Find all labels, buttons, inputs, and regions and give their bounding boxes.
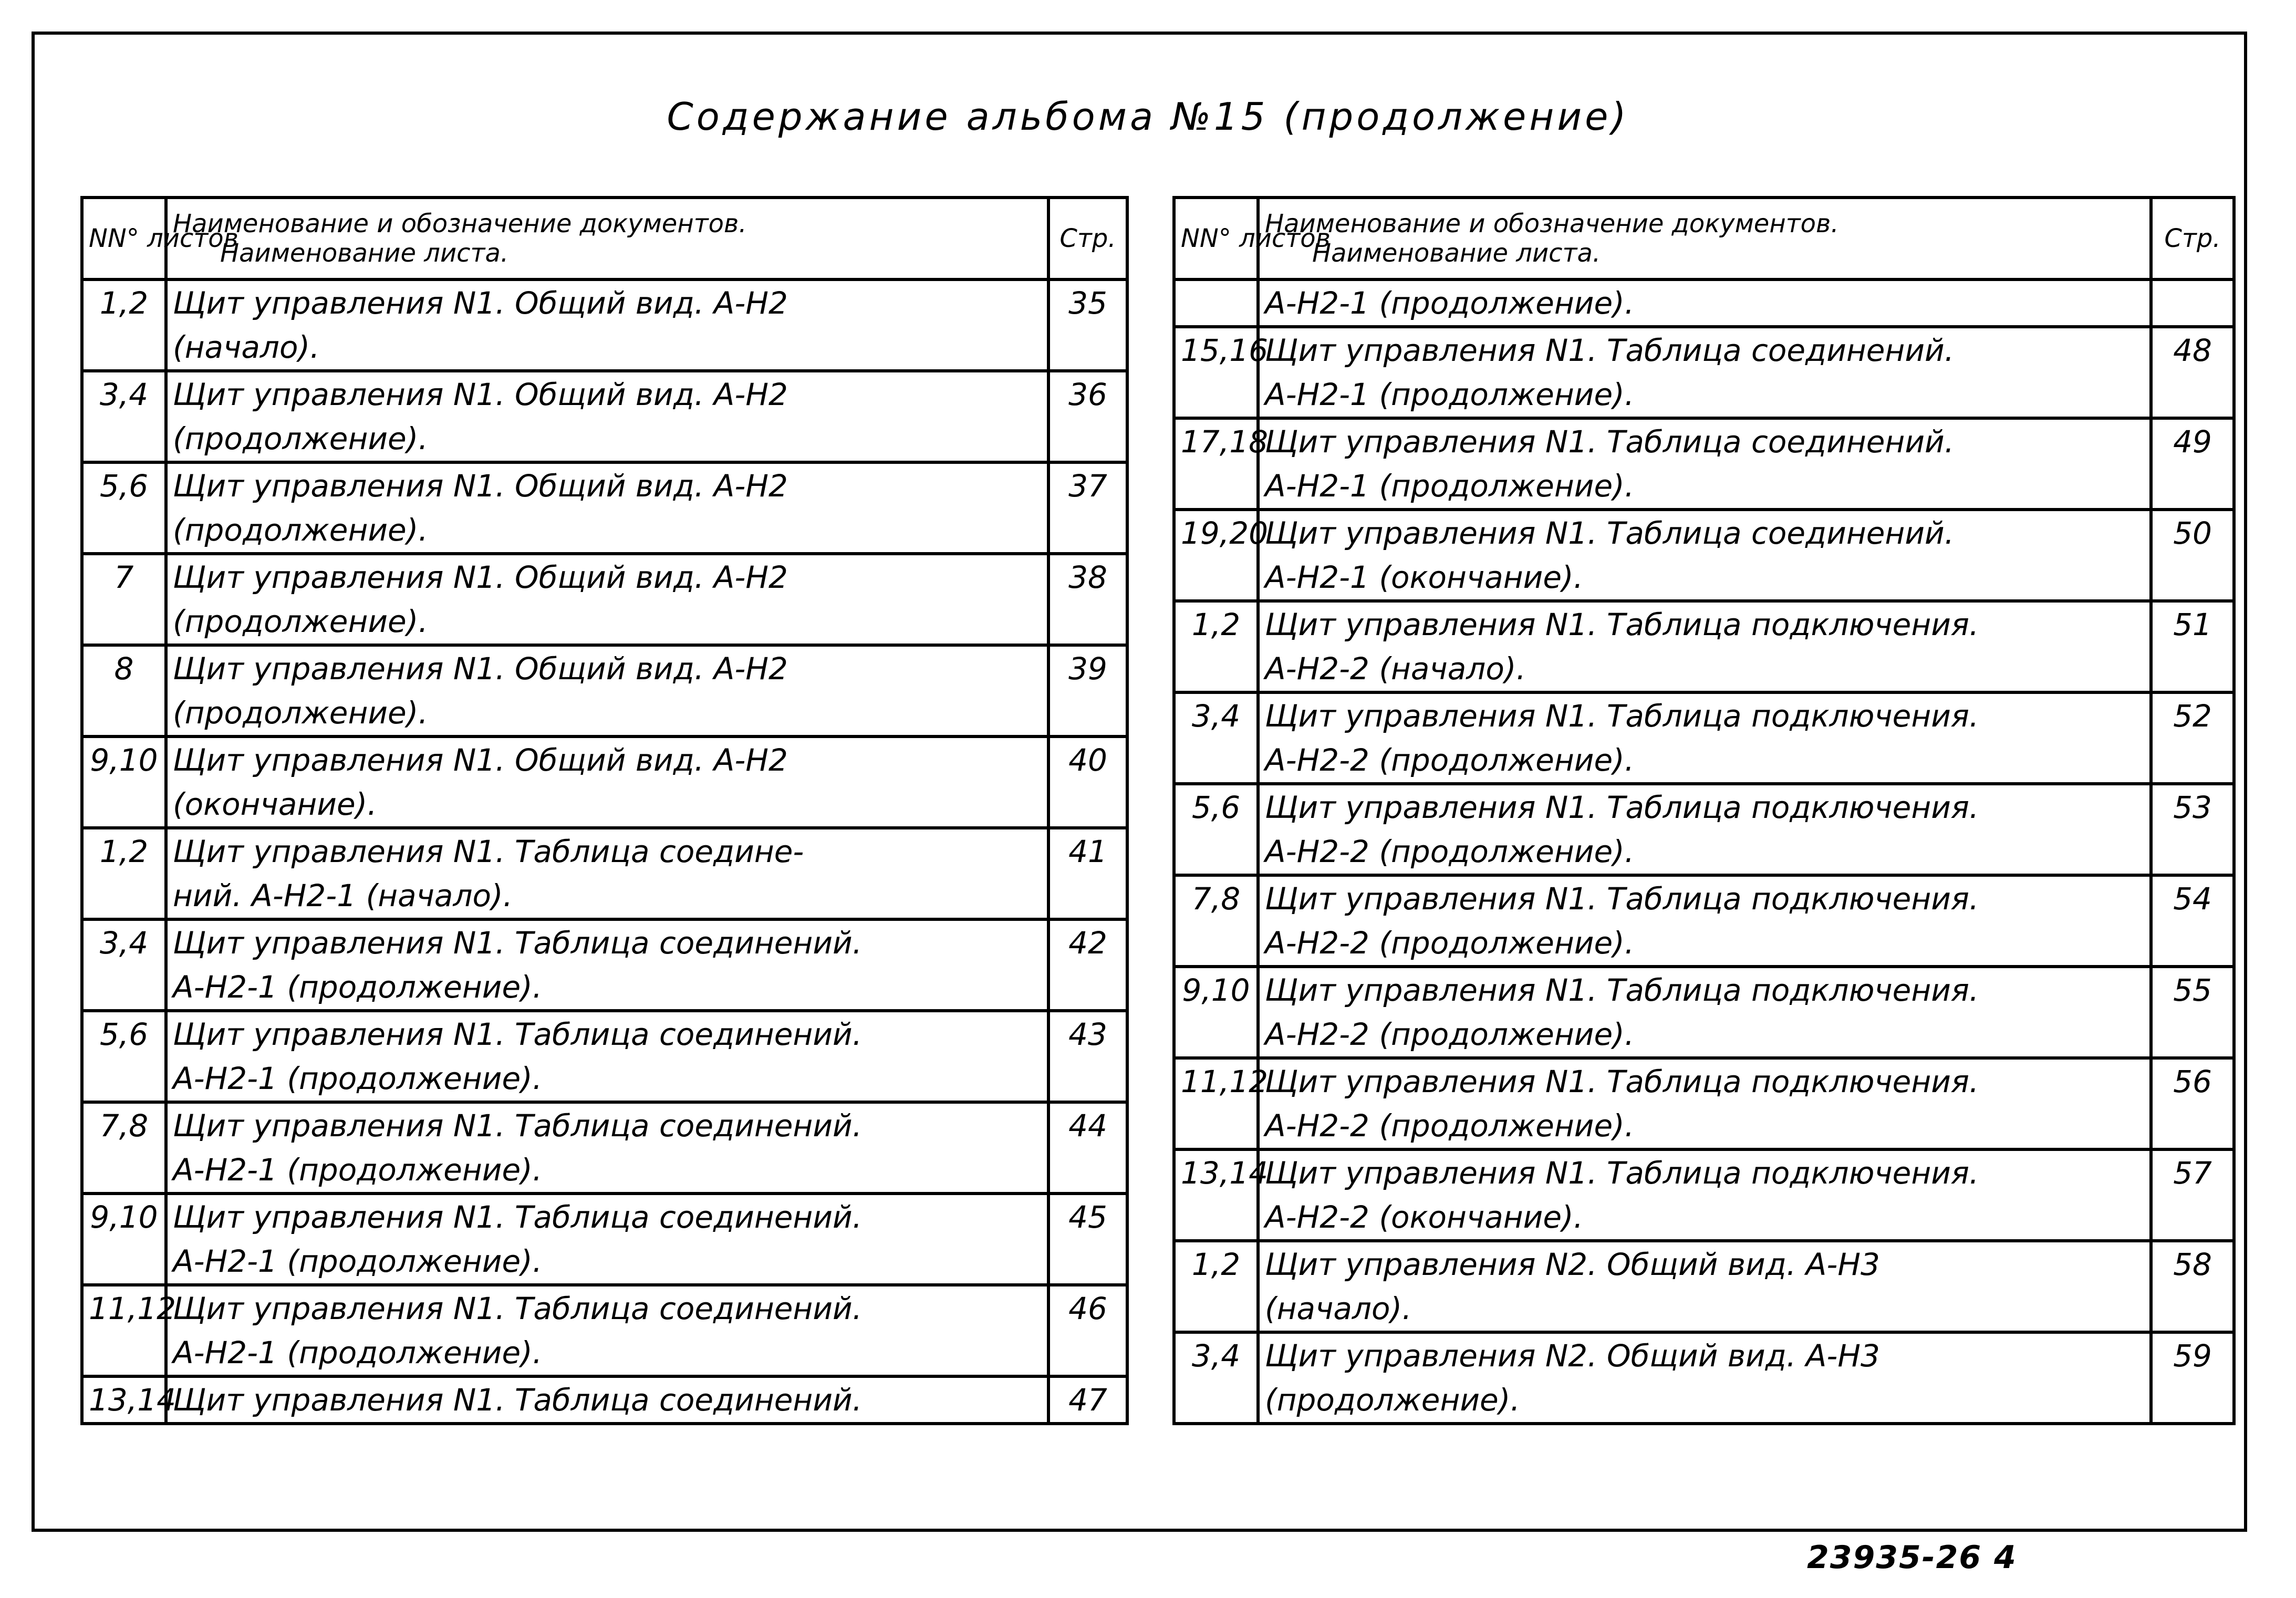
document-name-cell: (продолжение). xyxy=(166,417,1048,462)
page-number-cell: 55 xyxy=(2151,967,2234,1012)
header-document-name xyxy=(1258,198,2151,279)
table-row xyxy=(1174,327,2234,372)
table-row xyxy=(82,828,1127,874)
page-number-cell: 53 xyxy=(2151,784,2234,829)
page-number-cell xyxy=(2151,1012,2234,1058)
sheet-number-cell xyxy=(1174,921,1258,967)
sheet-number-cell: 1,2 xyxy=(1174,601,1258,647)
table-row xyxy=(1174,1195,2234,1241)
page-number-cell xyxy=(1048,1056,1127,1102)
sheet-number-cell: 3,4 xyxy=(82,919,166,965)
document-name-cell: Щит управления N1. Таблица соединений. xyxy=(1258,510,2151,555)
table-row xyxy=(1174,738,2234,784)
document-name-cell: А-Н2-1 (продолжение). xyxy=(166,1148,1048,1194)
sheet-number-cell xyxy=(82,691,166,736)
header-name-line2: Наименование листа. xyxy=(220,238,509,268)
page-number-cell xyxy=(2151,738,2234,784)
table-row xyxy=(82,1102,1127,1148)
sheet-number-cell xyxy=(82,1056,166,1102)
page-number-cell: 35 xyxy=(1048,279,1127,325)
page-number-cell: 38 xyxy=(1048,554,1127,599)
document-name-cell: Щит управления N1. Таблица соединений. xyxy=(166,1102,1048,1148)
sheet-number-cell: 3,4 xyxy=(82,371,166,417)
document-name-cell: А-Н2-1 (окончание). xyxy=(1258,555,2151,601)
document-name-cell: Щит управления N1. Таблица соединений. xyxy=(166,1285,1048,1331)
document-name-cell: Щит управления N1. Общий вид. А-Н2 xyxy=(166,462,1048,508)
page-number-cell xyxy=(1048,1331,1127,1376)
header-page: Стр. xyxy=(2151,198,2234,279)
page-number-cell xyxy=(2151,1104,2234,1149)
document-name-cell: А-Н2-1 (продолжение). xyxy=(1258,279,2151,327)
document-name-cell: Щит управления N1. Таблица подключения. xyxy=(1258,784,2151,829)
table-row xyxy=(82,1194,1127,1239)
document-name-cell: (продолжение). xyxy=(166,599,1048,645)
document-name-cell: Щит управления N1. Таблица соедине- xyxy=(166,828,1048,874)
table-row xyxy=(82,1148,1127,1194)
table-row xyxy=(82,736,1127,782)
sheet-number-cell: 17,18 xyxy=(1174,418,1258,464)
header-sheet-numbers: NN° листов xyxy=(82,198,166,279)
page-number-cell xyxy=(1048,782,1127,828)
contents-table-right xyxy=(1172,196,2236,1425)
document-name-cell: А-Н2-2 (продолжение). xyxy=(1258,829,2151,875)
table-row xyxy=(82,1011,1127,1056)
sheet-number-cell xyxy=(82,1331,166,1376)
sheet-number-cell: 5,6 xyxy=(82,462,166,508)
page-number-cell: 48 xyxy=(2151,327,2234,372)
sheet-number-cell: 7,8 xyxy=(1174,875,1258,921)
table-row xyxy=(1174,784,2234,829)
sheet-number-cell xyxy=(82,874,166,919)
table-row xyxy=(82,325,1127,371)
document-name-cell: Щит управления N1. Таблица подключения. xyxy=(1258,601,2151,647)
sheet-number-cell xyxy=(82,782,166,828)
document-name-cell: (начало). xyxy=(166,325,1048,371)
page-number-cell xyxy=(1048,1148,1127,1194)
drawing-code: 23935-26 4 xyxy=(1807,1539,2017,1576)
sheet-number-cell: 7,8 xyxy=(82,1102,166,1148)
header-sheet-numbers: NN° листов xyxy=(1174,198,1258,279)
sheet-number-cell xyxy=(1174,1012,1258,1058)
table-row xyxy=(82,417,1127,462)
header-page: Стр. xyxy=(1048,198,1127,279)
document-name-cell: А-Н2-2 (продолжение). xyxy=(1258,738,2151,784)
sheet-number-cell: 9,10 xyxy=(82,736,166,782)
document-name-cell: Щит управления N1. Таблица соединений. xyxy=(166,919,1048,965)
table-row xyxy=(1174,1378,2234,1424)
page-number-cell xyxy=(2151,1195,2234,1241)
table-row xyxy=(1174,829,2234,875)
sheet-number-cell xyxy=(1174,279,1258,327)
table-row xyxy=(1174,555,2234,601)
document-name-cell: (продолжение). xyxy=(166,691,1048,736)
sheet-number-cell xyxy=(82,417,166,462)
sheet-number-cell xyxy=(82,325,166,371)
page-number-cell: 37 xyxy=(1048,462,1127,508)
document-name-cell: Щит управления N1. Таблица подключения. xyxy=(1258,1149,2151,1195)
page-number-cell xyxy=(2151,1286,2234,1332)
page-number-cell: 44 xyxy=(1048,1102,1127,1148)
header-document-name xyxy=(166,198,1048,279)
document-name-cell: ний. А-Н2-1 (начало). xyxy=(166,874,1048,919)
page-number-cell xyxy=(1048,965,1127,1011)
table-header xyxy=(1174,198,2234,279)
sheet-number-cell: 1,2 xyxy=(1174,1241,1258,1286)
page-number-cell xyxy=(2151,921,2234,967)
page-number-cell xyxy=(1048,508,1127,554)
sheet-number-cell: 9,10 xyxy=(82,1194,166,1239)
sheet-number-cell xyxy=(1174,464,1258,510)
sheet-number-cell: 1,2 xyxy=(82,828,166,874)
table-row xyxy=(1174,1286,2234,1332)
document-name-cell: (начало). xyxy=(1258,1286,2151,1332)
header-name-line2: Наименование листа. xyxy=(1312,238,1601,268)
document-name-cell: А-Н2-2 (продолжение). xyxy=(1258,921,2151,967)
document-name-cell: Щит управления N1. Таблица подключения. xyxy=(1258,1058,2151,1104)
document-name-cell: Щит управления N1. Общий вид. А-Н2 xyxy=(166,554,1048,599)
table-row xyxy=(82,1285,1127,1331)
sheet-number-cell xyxy=(82,508,166,554)
table-row xyxy=(1174,418,2234,464)
page-number-cell: 46 xyxy=(1048,1285,1127,1331)
sheet-number-cell xyxy=(1174,372,1258,418)
page-number-cell xyxy=(2151,372,2234,418)
page-number-cell: 50 xyxy=(2151,510,2234,555)
page-number-cell xyxy=(2151,464,2234,510)
document-name-cell: Щит управления N1. Таблица соединений. xyxy=(166,1376,1048,1424)
table-row xyxy=(82,965,1127,1011)
table-row xyxy=(82,279,1127,325)
header-name-line1: Наименование и обозначение документов. xyxy=(1265,209,1839,238)
page-number-cell xyxy=(2151,829,2234,875)
page-number-cell: 58 xyxy=(2151,1241,2234,1286)
table-row xyxy=(1174,967,2234,1012)
sheet-number-cell: 5,6 xyxy=(82,1011,166,1056)
sheet-number-cell xyxy=(82,599,166,645)
page-number-cell: 59 xyxy=(2151,1332,2234,1378)
page-number-cell xyxy=(2151,1378,2234,1424)
page-number-cell xyxy=(2151,279,2234,327)
page-number-cell xyxy=(1048,691,1127,736)
document-name-cell: Щит управления N1. Таблица соединений. xyxy=(166,1194,1048,1239)
document-name-cell: А-Н2-1 (продолжение). xyxy=(166,965,1048,1011)
page-number-cell: 43 xyxy=(1048,1011,1127,1056)
document-name-cell: Щит управления N1. Общий вид. А-Н2 xyxy=(166,279,1048,325)
table-header xyxy=(82,198,1127,279)
table-row xyxy=(1174,1104,2234,1149)
sheet-number-cell xyxy=(1174,829,1258,875)
table-row xyxy=(1174,464,2234,510)
table-row xyxy=(82,462,1127,508)
page-number-cell xyxy=(1048,1239,1127,1285)
table-row xyxy=(1174,647,2234,692)
page-number-cell: 40 xyxy=(1048,736,1127,782)
page-number-cell: 41 xyxy=(1048,828,1127,874)
document-name-cell: Щит управления N1. Таблица подключения. xyxy=(1258,967,2151,1012)
document-name-cell: Щит управления N1. Общий вид. А-Н2 xyxy=(166,736,1048,782)
table-row xyxy=(82,508,1127,554)
sheet-number-cell xyxy=(1174,555,1258,601)
document-name-cell: (продолжение). xyxy=(1258,1378,2151,1424)
document-name-cell: Щит управления N1. Общий вид. А-Н2 xyxy=(166,371,1048,417)
header-name-line1: Наименование и обозначение документов. xyxy=(173,209,747,238)
table-row xyxy=(82,1376,1127,1424)
sheet-number-cell: 15,16 xyxy=(1174,327,1258,372)
sheet-number-cell: 3,4 xyxy=(1174,1332,1258,1378)
table-row xyxy=(82,1331,1127,1376)
table-row xyxy=(1174,1149,2234,1195)
page-number-cell: 36 xyxy=(1048,371,1127,417)
page-number-cell: 51 xyxy=(2151,601,2234,647)
document-name-cell: А-Н2-2 (начало). xyxy=(1258,647,2151,692)
table-row xyxy=(82,782,1127,828)
page-number-cell: 45 xyxy=(1048,1194,1127,1239)
document-name-cell: А-Н2-2 (продолжение). xyxy=(1258,1104,2151,1149)
page-title: Содержание альбома №15 (продолжение) xyxy=(667,95,1629,139)
page-number-cell: 42 xyxy=(1048,919,1127,965)
document-name-cell: Щит управления N2. Общий вид. А-Н3 xyxy=(1258,1241,2151,1286)
table-row xyxy=(82,691,1127,736)
page-number-cell: 49 xyxy=(2151,418,2234,464)
document-name-cell: А-Н2-1 (продолжение). xyxy=(166,1239,1048,1285)
document-name-cell: А-Н2-1 (продолжение). xyxy=(166,1331,1048,1376)
sheet-number-cell: 19,20 xyxy=(1174,510,1258,555)
sheet-number-cell xyxy=(1174,647,1258,692)
page-number-cell: 47 xyxy=(1048,1376,1127,1424)
table-row xyxy=(1174,1058,2234,1104)
sheet-number-cell xyxy=(1174,1195,1258,1241)
sheet-number-cell: 11,12 xyxy=(1174,1058,1258,1104)
table-row xyxy=(82,1056,1127,1102)
sheet-number-cell: 13,14 xyxy=(82,1376,166,1424)
document-name-cell: (окончание). xyxy=(166,782,1048,828)
sheet-number-cell xyxy=(82,1239,166,1285)
document-name-cell: Щит управления N1. Таблица соединений. xyxy=(166,1011,1048,1056)
sheet-number-cell: 3,4 xyxy=(1174,692,1258,738)
table-row xyxy=(82,645,1127,691)
document-name-cell: Щит управления N1. Таблица подключения. xyxy=(1258,692,2151,738)
table-row xyxy=(82,1239,1127,1285)
page-number-cell xyxy=(1048,417,1127,462)
document-name-cell: Щит управления N1. Таблица соединений. xyxy=(1258,327,2151,372)
table-row xyxy=(1174,1332,2234,1378)
sheet-number-cell xyxy=(1174,738,1258,784)
sheet-number-cell: 11,12 xyxy=(82,1285,166,1331)
sheet-number-cell xyxy=(1174,1286,1258,1332)
table-row xyxy=(1174,372,2234,418)
page-number-cell xyxy=(1048,325,1127,371)
sheet-number-cell xyxy=(1174,1104,1258,1149)
sheet-number-cell xyxy=(82,1148,166,1194)
sheet-number-cell: 9,10 xyxy=(1174,967,1258,1012)
document-name-cell: А-Н2-1 (продолжение). xyxy=(1258,372,2151,418)
page-number-cell: 56 xyxy=(2151,1058,2234,1104)
page-number-cell xyxy=(2151,647,2234,692)
table-row xyxy=(1174,279,2234,327)
contents-table-left xyxy=(80,196,1129,1425)
document-name-cell: А-Н2-2 (продолжение). xyxy=(1258,1012,2151,1058)
document-name-cell: (продолжение). xyxy=(166,508,1048,554)
document-name-cell: Щит управления N1. Общий вид. А-Н2 xyxy=(166,645,1048,691)
table-row xyxy=(82,554,1127,599)
table-row xyxy=(1174,1012,2234,1058)
sheet-number-cell: 7 xyxy=(82,554,166,599)
document-name-cell: Щит управления N1. Таблица соединений. xyxy=(1258,418,2151,464)
table-row xyxy=(82,599,1127,645)
table-row xyxy=(82,874,1127,919)
page-number-cell: 52 xyxy=(2151,692,2234,738)
table-row xyxy=(1174,921,2234,967)
table-row xyxy=(1174,601,2234,647)
sheet-number-cell: 5,6 xyxy=(1174,784,1258,829)
page-number-cell: 57 xyxy=(2151,1149,2234,1195)
table-row xyxy=(82,919,1127,965)
table-row xyxy=(82,371,1127,417)
sheet-number-cell xyxy=(1174,1378,1258,1424)
document-name-cell: А-Н2-2 (окончание). xyxy=(1258,1195,2151,1241)
page-number-cell xyxy=(1048,874,1127,919)
document-name-cell: А-Н2-1 (продолжение). xyxy=(1258,464,2151,510)
page-number-cell: 39 xyxy=(1048,645,1127,691)
page-number-cell: 54 xyxy=(2151,875,2234,921)
document-name-cell: Щит управления N2. Общий вид. А-Н3 xyxy=(1258,1332,2151,1378)
sheet-number-cell xyxy=(82,965,166,1011)
sheet-number-cell: 8 xyxy=(82,645,166,691)
table-row xyxy=(1174,692,2234,738)
table-row xyxy=(1174,1241,2234,1286)
sheet-number-cell: 1,2 xyxy=(82,279,166,325)
table-row xyxy=(1174,510,2234,555)
document-name-cell: А-Н2-1 (продолжение). xyxy=(166,1056,1048,1102)
table-row xyxy=(1174,875,2234,921)
page-number-cell xyxy=(1048,599,1127,645)
document-name-cell: Щит управления N1. Таблица подключения. xyxy=(1258,875,2151,921)
sheet-number-cell: 13,14 xyxy=(1174,1149,1258,1195)
page-number-cell xyxy=(2151,555,2234,601)
